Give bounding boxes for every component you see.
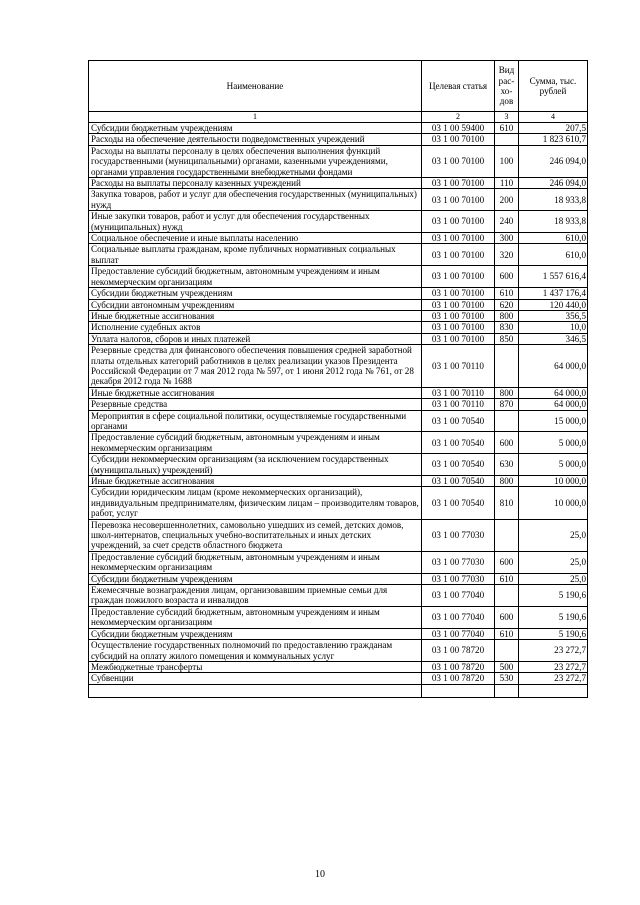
row-name: Предоставление субсидий бюджетным, автономным учреждениям и иным некоммерческим организациям: [89, 266, 422, 288]
table-row: [89, 628, 588, 639]
row-code: 03 1 00 59400: [422, 123, 495, 134]
table-row: [89, 299, 588, 310]
row-code: 03 1 00 70100: [422, 299, 495, 310]
row-name: Резервные средства: [89, 399, 422, 410]
row-name: Субсидии юридическим лицам (кроме некоммерческих организаций), индивидуальным предпринимателям, физическим лицам – производителям товаров, работ, услуг: [89, 487, 422, 519]
row-sum: 10,0: [519, 322, 588, 333]
row-name: Резервные средства для финансового обеспечения повышения средней заработной платы отдельных категорий работников в целях реализации указов Президента Российской Федерации от 7 мая 2012 года № 597, от 1 июня 2012 года № 761, от 28 декабря 2012 года № 1688: [89, 345, 422, 388]
row-sum: 15 000,0: [519, 410, 588, 432]
row-sum: 10 000,0: [519, 487, 588, 519]
row-code: 03 1 00 77040: [422, 628, 495, 639]
table-row: [89, 410, 588, 432]
row-sum: 25,0: [519, 551, 588, 573]
row-type: 600: [495, 266, 519, 288]
row-type: 100: [495, 145, 519, 177]
table-row: [89, 551, 588, 573]
row-code: 03 1 00 78720: [422, 640, 495, 662]
row-name: Предоставление субсидий бюджетным, автономным учреждениям и иным некоммерческим организациям: [89, 551, 422, 573]
row-code: 03 1 00 70100: [422, 145, 495, 177]
page-number: 10: [315, 869, 325, 880]
row-sum: 64 000,0: [519, 399, 588, 410]
row-sum: 246 094,0: [519, 178, 588, 189]
row-type: 240: [495, 211, 519, 233]
row-type: 810: [495, 487, 519, 519]
row-sum: 610,0: [519, 233, 588, 244]
row-name: Субсидии автономным учреждениям: [89, 299, 422, 310]
row-sum: 25,0: [519, 573, 588, 584]
row-type: 620: [495, 299, 519, 310]
row-type: 110: [495, 178, 519, 189]
row-type: 300: [495, 233, 519, 244]
table-row: [89, 476, 588, 487]
header-name: Наименование: [89, 61, 422, 112]
row-code: 03 1 00 70100: [422, 333, 495, 344]
row-sum: 18 933,8: [519, 211, 588, 233]
table-row: [89, 661, 588, 672]
row-sum: 5 190,6: [519, 585, 588, 607]
row-sum: 5 190,6: [519, 628, 588, 639]
row-name: Иные бюджетные ассигнования: [89, 310, 422, 321]
row-name: Расходы на выплаты персоналу в целях обеспечения выполнения функций государственными (муниципальными) органами, казенными учреждениями, органами управления государственными внебюджетными фондами: [89, 145, 422, 177]
header-type: Вид рас-хо-дов: [495, 61, 519, 112]
row-code: 03 1 00 70540: [422, 476, 495, 487]
table-row: [89, 432, 588, 454]
table-row: [89, 123, 588, 134]
row-name: Предоставление субсидий бюджетным, автономным учреждениям и иным некоммерческим организациям: [89, 606, 422, 628]
row-sum: 1 557 616,4: [519, 266, 588, 288]
row-code: 03 1 00 70100: [422, 233, 495, 244]
row-code: 03 1 00 70100: [422, 288, 495, 299]
row-code: 03 1 00 70110: [422, 387, 495, 398]
budget-table: [88, 60, 588, 698]
row-code: 03 1 00 70100: [422, 266, 495, 288]
row-sum: 610,0: [519, 244, 588, 266]
row-sum: 10 000,0: [519, 476, 588, 487]
table-row: [89, 310, 588, 321]
row-type: [495, 134, 519, 145]
table-row: [89, 345, 588, 388]
row-sum: 346,5: [519, 333, 588, 344]
row-sum: 23 272,7: [519, 673, 588, 684]
table-row: [89, 266, 588, 288]
row-sum: 25,0: [519, 519, 588, 551]
row-type: 600: [495, 551, 519, 573]
row-type: 200: [495, 189, 519, 211]
table-row: [89, 387, 588, 398]
row-sum: 207,5: [519, 123, 588, 134]
table-row: [89, 573, 588, 584]
table-row: [89, 145, 588, 177]
row-type: [495, 519, 519, 551]
table-row: [89, 606, 588, 628]
row-sum: 5 000,0: [519, 432, 588, 454]
column-number: 1: [89, 112, 422, 123]
row-type: [495, 640, 519, 662]
table-row: [89, 399, 588, 410]
row-code: 03 1 00 70540: [422, 454, 495, 476]
header-code: Целевая статья: [422, 61, 495, 112]
row-type: 800: [495, 476, 519, 487]
row-type: [495, 585, 519, 607]
row-type: 530: [495, 673, 519, 684]
row-sum: 1 437 176,4: [519, 288, 588, 299]
table-row: [89, 333, 588, 344]
row-code: 03 1 00 78720: [422, 661, 495, 672]
column-number: 4: [519, 112, 588, 123]
table-row: [89, 233, 588, 244]
table-row-empty: [89, 684, 588, 697]
row-name: Иные закупки товаров, работ и услуг для обеспечения государственных (муниципальных) нужд: [89, 211, 422, 233]
table-row: [89, 178, 588, 189]
row-name: Иные бюджетные ассигнования: [89, 476, 422, 487]
row-name: Расходы на выплаты персоналу казенных учреждений: [89, 178, 422, 189]
table-row: [89, 519, 588, 551]
row-code: 03 1 00 78720: [422, 673, 495, 684]
row-code: 03 1 00 77030: [422, 551, 495, 573]
row-type: 500: [495, 661, 519, 672]
row-type: 630: [495, 454, 519, 476]
row-sum: 64 000,0: [519, 387, 588, 398]
row-type: [495, 410, 519, 432]
row-name: Предоставление субсидий бюджетным, автономным учреждениям и иным некоммерческим организациям: [89, 432, 422, 454]
row-code: 03 1 00 70100: [422, 322, 495, 333]
column-number: 2: [422, 112, 495, 123]
row-name: Субсидии бюджетным учреждениям: [89, 628, 422, 639]
row-code: 03 1 00 77040: [422, 585, 495, 607]
table-row: [89, 211, 588, 233]
table-row: [89, 322, 588, 333]
row-name: Перевозка несовершеннолетних, самовольно ушедших из семей, детских домов, школ-интернатов, специальных учебно-воспитательных и иных детских учреждений, за счет средств областного бюджета: [89, 519, 422, 551]
row-sum: 120 440,0: [519, 299, 588, 310]
row-name: Закупка товаров, работ и услуг для обеспечения государственных (муниципальных) нужд: [89, 189, 422, 211]
row-type: 870: [495, 399, 519, 410]
row-name: Социальные выплаты гражданам, кроме публичных нормативных социальных выплат: [89, 244, 422, 266]
row-code: 03 1 00 70100: [422, 134, 495, 145]
row-name: Социальное обеспечение и иные выплаты населению: [89, 233, 422, 244]
row-sum: 246 094,0: [519, 145, 588, 177]
row-name: Ежемесячные вознаграждения лицам, организовавшим приемные семьи для граждан пожилого возраста и инвалидов: [89, 585, 422, 607]
row-name: Уплата налогов, сборов и иных платежей: [89, 333, 422, 344]
row-sum: 5 190,6: [519, 606, 588, 628]
table-row: [89, 244, 588, 266]
column-number-row: [89, 112, 588, 123]
table-row: [89, 454, 588, 476]
row-code: 03 1 00 77030: [422, 519, 495, 551]
row-type: 800: [495, 387, 519, 398]
row-name: Субсидии бюджетным учреждениям: [89, 288, 422, 299]
row-name: Исполнение судебных актов: [89, 322, 422, 333]
row-type: 610: [495, 628, 519, 639]
row-sum: 23 272,7: [519, 661, 588, 672]
row-sum: 23 272,7: [519, 640, 588, 662]
table-row: [89, 585, 588, 607]
row-type: 320: [495, 244, 519, 266]
row-code: 03 1 00 70100: [422, 189, 495, 211]
row-code: 03 1 00 70100: [422, 178, 495, 189]
row-name: Осуществление государственных полномочий по предоставлению гражданам субсидий на оплату жилого помещения и коммунальных услуг: [89, 640, 422, 662]
row-sum: 18 933,8: [519, 189, 588, 211]
row-type: 610: [495, 123, 519, 134]
row-sum: 356,5: [519, 310, 588, 321]
table-body: [89, 123, 588, 698]
table-row: [89, 189, 588, 211]
row-code: 03 1 00 77040: [422, 606, 495, 628]
row-name: Межбюджетные трансферты: [89, 661, 422, 672]
column-number: 3: [495, 112, 519, 123]
row-name: Субсидии бюджетным учреждениям: [89, 573, 422, 584]
table-row: [89, 134, 588, 145]
row-sum: 1 823 610,7: [519, 134, 588, 145]
row-code: 03 1 00 70540: [422, 432, 495, 454]
row-type: 830: [495, 322, 519, 333]
row-type: 600: [495, 606, 519, 628]
row-type: 610: [495, 573, 519, 584]
row-type: 800: [495, 310, 519, 321]
row-code: 03 1 00 70100: [422, 211, 495, 233]
row-name: Мероприятия в сфере социальной политики, осуществляемые государственными органами: [89, 410, 422, 432]
row-name: Субсидии бюджетным учреждениям: [89, 123, 422, 134]
row-sum: 64 000,0: [519, 345, 588, 388]
table-row: [89, 288, 588, 299]
header-sum: Сумма, тыс. рублей: [519, 61, 588, 112]
row-code: 03 1 00 70540: [422, 487, 495, 519]
row-type: 610: [495, 288, 519, 299]
row-name: Субсидии некоммерческим организациям (за исключением государственных (муниципальных) учреждений): [89, 454, 422, 476]
row-type: [495, 345, 519, 388]
row-code: 03 1 00 70100: [422, 244, 495, 266]
row-code: 03 1 00 70110: [422, 345, 495, 388]
table-row: [89, 487, 588, 519]
row-code: 03 1 00 70540: [422, 410, 495, 432]
row-code: 03 1 00 77030: [422, 573, 495, 584]
row-name: Субвенции: [89, 673, 422, 684]
row-type: 600: [495, 432, 519, 454]
row-name: Иные бюджетные ассигнования: [89, 387, 422, 398]
row-name: Расходы на обеспечение деятельности подведомственных учреждений: [89, 134, 422, 145]
table-header-row: [89, 61, 588, 112]
row-code: 03 1 00 70110: [422, 399, 495, 410]
table-row: [89, 640, 588, 662]
row-type: 850: [495, 333, 519, 344]
row-sum: 5 000,0: [519, 454, 588, 476]
table-row: [89, 673, 588, 684]
row-code: 03 1 00 70100: [422, 310, 495, 321]
